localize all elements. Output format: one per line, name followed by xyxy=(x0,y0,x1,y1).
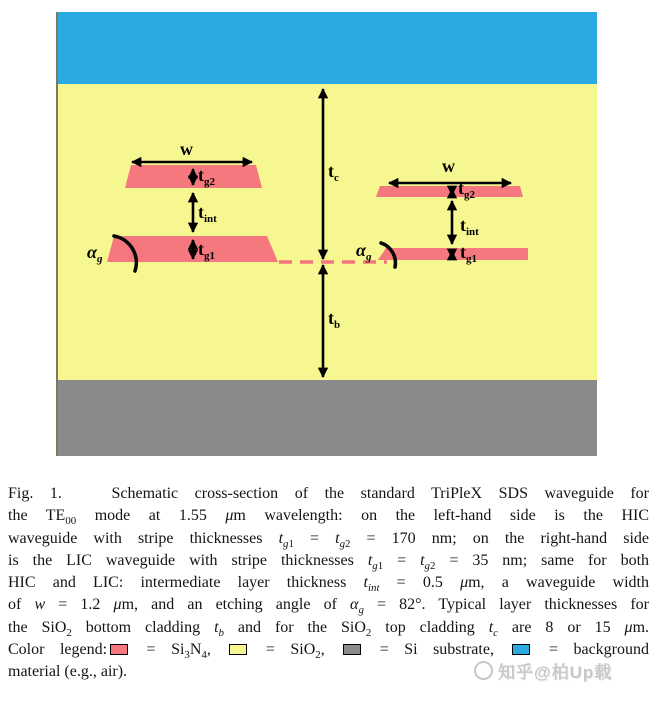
label-tg2-right: $t_{g2}$ xyxy=(458,178,475,201)
label-alpha-right: $\alpha_g$ xyxy=(356,240,372,263)
legend-swatch xyxy=(343,644,361,655)
label-tg1-right: $t_{g1}$ xyxy=(460,242,477,265)
label-tint-right: $t_{int}$ xyxy=(460,215,479,238)
legend-swatch xyxy=(110,644,128,655)
label-tg1-left: $t_{g1}$ xyxy=(198,239,215,262)
watermark xyxy=(474,658,612,683)
caption-line-6: of w = 1.2 μm, and an etching angle of $\alpha_g = 82^\circ$. Typical layer thicknesses for xyxy=(8,596,650,617)
lic-top-stripe xyxy=(376,186,523,197)
caption-line-4: is the LIC waveguide with stripe thicknesses $t_{g1} = t_{g2} = 35$ nm; same for both xyxy=(8,551,650,573)
label-w-left: w xyxy=(180,139,193,159)
legend-text: = background xyxy=(533,641,650,659)
background-material-layer xyxy=(58,12,597,84)
label-w-right: w xyxy=(442,156,455,176)
legend-swatch xyxy=(512,644,530,655)
legend-text: = Si substrate, xyxy=(364,641,510,659)
label-alpha-left: $\alpha_g$ xyxy=(87,242,103,265)
lic-bottom-stripe xyxy=(378,248,528,260)
watermark-text: 知乎@柏Up载 xyxy=(498,663,613,682)
caption-line-1: Fig. 1. Schematic cross-section of the standard TriPleX SDS waveguide for xyxy=(8,485,649,502)
caption-line-7: the SiO$_2$ bottom cladding $t_b$ and for the SiO$_2$ top cladding $t_c$ are 8 or 15 μm. xyxy=(8,618,650,639)
legend-swatch xyxy=(229,644,247,655)
hic-top-stripe xyxy=(125,165,262,188)
caption-line-3: waveguide with stripe thicknesses $t_{g1} = t_{g2} = 170$ nm; on the right-hand side xyxy=(8,529,649,550)
figure-caption xyxy=(8,483,649,684)
caption-line-5: HIC and LIC: intermediate layer thickness $t_{int} = 0.5$ μm, a waveguide width xyxy=(8,574,649,595)
watermark-logo-icon xyxy=(474,661,493,680)
label-tc: $t_c$ xyxy=(328,161,339,184)
caption-line-last: material (e.g., air). xyxy=(8,663,128,681)
legend-text: = $Si_3N_4$, xyxy=(131,641,227,662)
label-tg2-left: $t_{g2}$ xyxy=(198,165,215,188)
legend-text: Color legend: xyxy=(8,641,108,659)
hic-bottom-stripe xyxy=(107,236,278,262)
label-tint-left: $t_{int}$ xyxy=(198,202,217,225)
waveguide-cross-section-diagram xyxy=(56,12,597,456)
legend-text: = SiO$_2$, xyxy=(250,641,341,662)
sio2-cladding-layer xyxy=(58,84,597,380)
caption-line-2: the $TE_{00}$ mode at 1.55 μm wavelength: on the left-hand side is the HIC xyxy=(8,507,649,528)
si-substrate-layer xyxy=(58,380,597,456)
label-tb: $t_b$ xyxy=(328,308,341,331)
